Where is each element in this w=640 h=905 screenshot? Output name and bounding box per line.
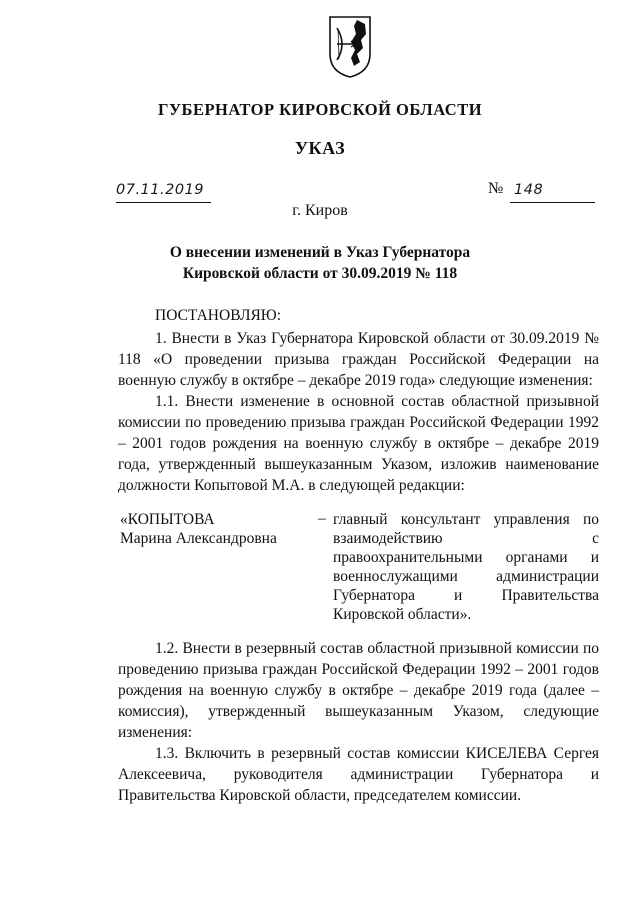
paragraph-1-2: 1.2. Внести в резервный состав областной призывной комиссии по проведению призыва граждан Российской Федерации 1992 – 2001 годов рождения на военную службу в октябре – декабре 2019 года (далее – комиссия), утвержденный вышеуказанным Указом, следующие изменения: — [118, 640, 599, 741]
paragraph-1-1: 1.1. Внести изменение в основной состав областной призывной комиссии по проведению призыва граждан Российской Федерации 1992 – 2001 годов рождения на военную службу в октябре – декабре 2019 года, утвержденный вышеуказанным Указом, изложив наименование должности Копытовой М.А. в следующей редакции: — [118, 393, 599, 494]
member-given-names: Марина Александровна — [120, 530, 277, 547]
paragraph-2-block — [118, 638, 599, 806]
organization-title: ГУБЕРНАТОР КИРОВСКОЙ ОБЛАСТИ — [157, 100, 483, 119]
coat-of-arms-emblem — [327, 14, 373, 80]
member-name — [120, 510, 320, 548]
subject-line-2: Кировской области от 30.09.2019 № 118 — [182, 265, 458, 282]
member-position: главный консультант управления по взаимодействию с правоохранительными органами и военнослужащими администрации Губернатора и Правительства Кировской области». — [333, 511, 599, 623]
number-field — [510, 180, 595, 203]
document-type: УКАЗ — [294, 138, 346, 158]
paragraph-1-3: 1.3. Включить в резервный состав комиссии КИСЕЛЕВА Сергея Алексеевича, руководителя администрации Губернатора и Правительства Кировской области, председателем комиссии. — [118, 745, 599, 804]
table-dash: – — [318, 510, 326, 527]
subject-line-1: О внесении изменений в Указ Губернатора — [169, 244, 471, 261]
decree-word: ПОСТАНОВЛЯЮ: — [155, 307, 282, 324]
document-number: 148 — [514, 182, 544, 198]
paragraph-1: 1. Внести в Указ Губернатора Кировской области от 30.09.2019 № 118 «О проведении призыва граждан Российской Федерации на военную службу в октябре – декабре 2019 года» следующие изменения: — [118, 330, 599, 389]
number-label: № — [488, 180, 504, 197]
paragraph-1-block — [118, 328, 599, 496]
date-field — [116, 180, 211, 203]
city: г. Киров — [292, 202, 348, 219]
member-surname: «КОПЫТОВА — [120, 511, 215, 528]
document-date: 07.11.2019 — [116, 182, 205, 198]
document-subject — [0, 242, 640, 284]
